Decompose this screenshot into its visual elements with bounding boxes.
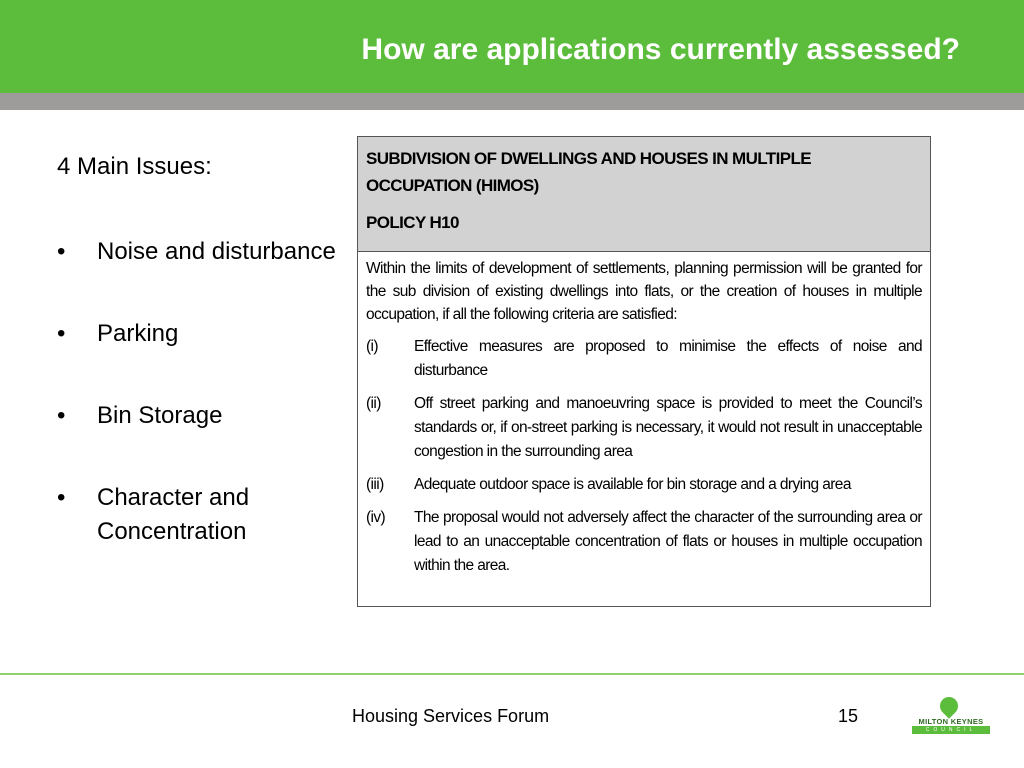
slide-title: How are applications currently assessed? (361, 33, 960, 66)
policy-header (358, 137, 930, 252)
logo-subtitle: COUNCIL (912, 726, 990, 734)
policy-body (358, 252, 930, 578)
issue-item-parking (57, 317, 347, 351)
policy-criterion (366, 335, 922, 383)
criterion-number: (ii) (366, 395, 381, 412)
policy-criterion (366, 473, 922, 497)
policy-excerpt (357, 136, 931, 607)
policy-intro: Within the limits of development of settlements, planning permission will be granted for the sub division of existing dwellings into flats, or the creation of houses in multiple occupation, if all the following criteria are satisfied: (366, 260, 922, 323)
bullet-icon: • (57, 320, 66, 347)
criterion-number: (iv) (366, 509, 386, 526)
criterion-text: Off street parking and manoeuvring space is provided to meet the Council’s standards or, if on-street parking is necessary, it would not result in unacceptable congestion in the surrounding area (414, 395, 922, 460)
criterion-number: (iii) (366, 476, 384, 493)
bullet-icon: • (57, 484, 66, 511)
slide-header (0, 0, 1024, 93)
criterion-text: The proposal would not adversely affect the character of the surrounding area or lead to an unacceptable concentration of flats or houses in multiple occupation within the area. (414, 509, 922, 574)
issue-item-character (57, 481, 347, 549)
footer-title: Housing Services Forum (352, 706, 550, 726)
policy-criterion (366, 392, 922, 464)
issue-label: Character and Concentration (97, 484, 250, 545)
bullet-icon: • (57, 402, 66, 429)
logo-name: MILTON KEYNES (918, 717, 984, 726)
issue-label: Noise and disturbance (97, 238, 336, 265)
issue-item-noise (57, 235, 347, 269)
council-logo (912, 697, 990, 735)
criterion-text: Adequate outdoor space is available for bin storage and a drying area (414, 476, 851, 493)
criterion-number: (i) (366, 338, 378, 355)
leaf-icon (936, 693, 961, 718)
header-divider-bar (0, 93, 1024, 110)
bullet-icon: • (57, 238, 66, 265)
issues-list (57, 235, 347, 597)
issue-item-bin-storage (57, 399, 347, 433)
policy-criterion (366, 506, 922, 578)
page-number: 15 (838, 706, 859, 726)
footer-divider (0, 673, 1024, 675)
criterion-text: Effective measures are proposed to minimise the effects of noise and disturbance (414, 338, 922, 379)
issue-label: Parking (97, 320, 179, 347)
issue-label: Bin Storage (97, 402, 223, 429)
policy-reference: POLICY H10 (366, 213, 459, 232)
policy-heading: SUBDIVISION OF DWELLINGS AND HOUSES IN MULTIPLE OCCUPATION (HIMOS) (366, 149, 811, 195)
issues-heading: 4 Main Issues: (57, 153, 212, 180)
